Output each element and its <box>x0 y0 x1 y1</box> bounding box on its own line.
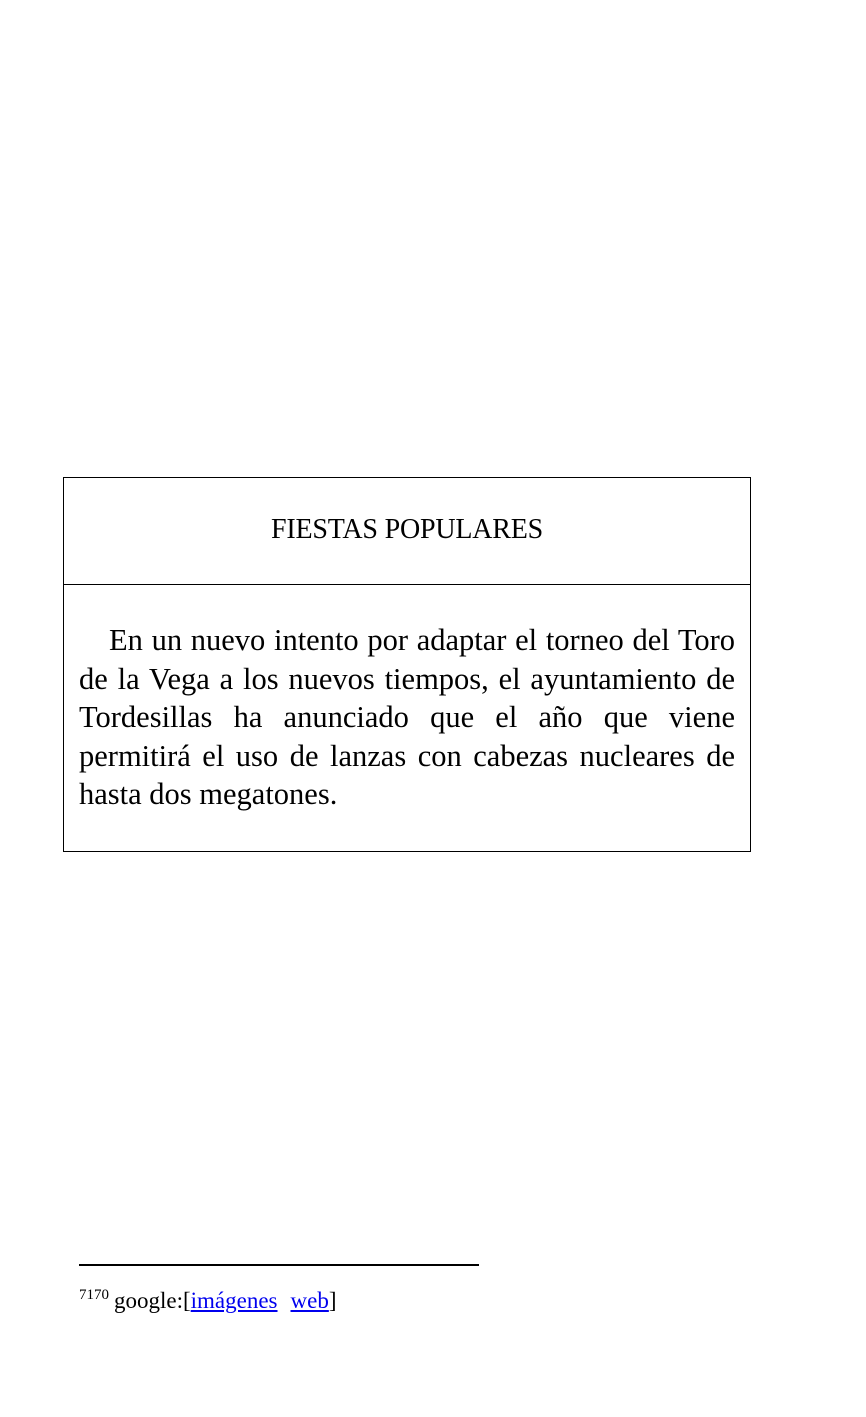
footnote-number: 7170 <box>79 1287 109 1303</box>
footnote-prefix: google:[ <box>114 1288 191 1313</box>
web-search-link[interactable]: web <box>290 1288 329 1313</box>
article-header <box>64 478 750 585</box>
article-title: FIESTAS POPULARES <box>270 514 544 545</box>
footnote-separator <box>79 1264 479 1266</box>
article-body <box>79 621 735 814</box>
images-search-link[interactable]: imágenes <box>190 1288 278 1313</box>
article-box <box>63 477 751 852</box>
article-paragraph: En un nuevo intento por adaptar el torneo del Toro de la Vega a los nuevos tiempos, el ayuntamiento de Tordesillas ha anunciado que el año que viene permitirá el uso de lanzas con cabezas nucleares de hasta dos megatones. <box>79 623 735 811</box>
footnote-suffix: ] <box>328 1288 337 1313</box>
footnote <box>79 1280 337 1316</box>
